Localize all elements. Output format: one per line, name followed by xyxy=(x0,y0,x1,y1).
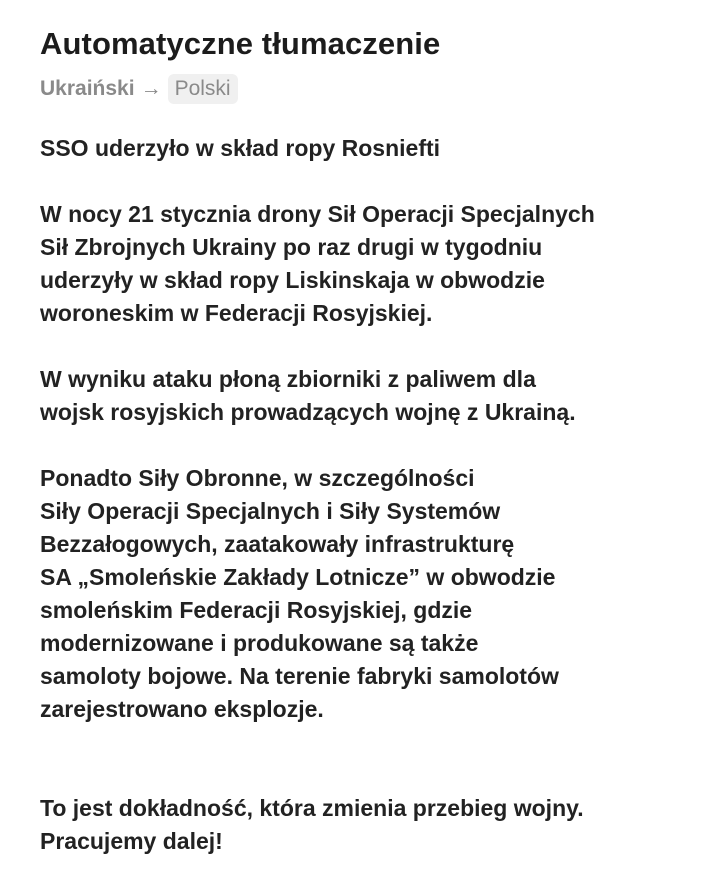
paragraph-spacer xyxy=(40,330,720,363)
translated-text xyxy=(40,132,720,858)
text-line: Bezzałogowych, zaatakowały infrastrukturę xyxy=(40,531,515,557)
text-line: modernizowane i produkowane są także xyxy=(40,630,479,656)
target-language-button[interactable]: Polski xyxy=(168,74,238,104)
paragraph-spacer xyxy=(40,429,720,462)
text-line: Sił Zbrojnych Ukrainy po raz drugi w tygodniu xyxy=(40,234,543,260)
text-line: W nocy 21 stycznia drony Sił Operacji Specjalnych xyxy=(40,201,595,227)
text-line: woroneskim w Federacji Rosyjskiej. xyxy=(40,300,433,326)
text-line: wojsk rosyjskich prowadzących wojnę z Ukrainą. xyxy=(40,399,576,425)
text-line: Siły Operacji Specjalnych i Siły Systemów xyxy=(40,498,501,524)
text-line: samoloty bojowe. Na terenie fabryki samolotów xyxy=(40,663,559,689)
text-line: SSO uderzyło w skład ropy Rosniefti xyxy=(40,135,441,161)
text-line: zarejestrowano eksplozje. xyxy=(40,696,324,722)
arrow-right-icon: → xyxy=(140,77,162,100)
text-line: smoleńskim Federacji Rosyjskiej, gdzie xyxy=(40,597,473,623)
text-line: uderzyły w skład ropy Liskinskaja w obwodzie xyxy=(40,267,545,293)
page-title: Automatyczne tłumaczenie xyxy=(40,26,441,61)
paragraph xyxy=(40,363,720,429)
source-language[interactable]: Ukraiński xyxy=(40,77,135,100)
text-line: Pracujemy dalej! xyxy=(40,828,223,854)
text-line: Ponadto Siły Obronne, w szczególności xyxy=(40,465,475,491)
paragraph xyxy=(40,198,720,330)
text-line: SA „Smoleńskie Zakłady Lotnicze” w obwodzie xyxy=(40,564,556,590)
paragraph xyxy=(40,132,720,165)
paragraph xyxy=(40,792,720,858)
language-pair xyxy=(40,74,720,104)
text-line: W wyniku ataku płoną zbiorniki z paliwem dla xyxy=(40,366,536,392)
paragraph-spacer xyxy=(40,165,720,198)
text-line: To jest dokładność, która zmienia przebieg wojny. xyxy=(40,795,584,821)
paragraph xyxy=(40,462,720,726)
paragraph-spacer xyxy=(40,726,720,792)
